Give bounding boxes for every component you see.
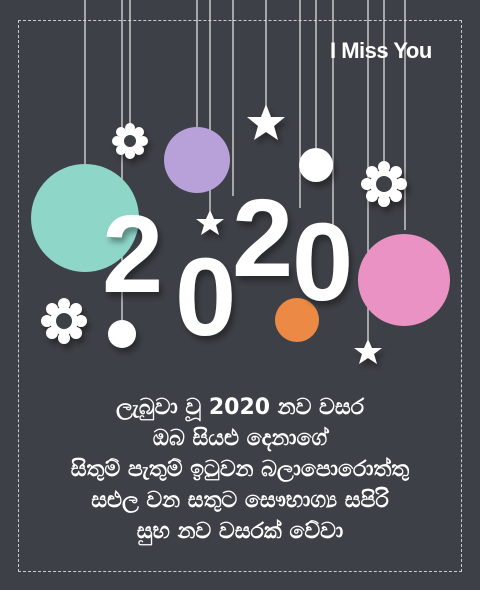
year-digit: 2 [232, 177, 294, 300]
year-digit: 2 [102, 193, 164, 316]
year-digit: 0 [292, 201, 354, 324]
star-icon [354, 339, 382, 364]
flower-ornament [41, 298, 87, 344]
flower-ornament [361, 161, 407, 207]
caption-text: I Miss You [330, 38, 432, 63]
white-ball [299, 148, 333, 182]
greeting-message [30, 392, 450, 547]
greeting-line: ඔබ සියළු දෙනාගේ [152, 426, 328, 451]
greeting-line: සළුල වන සතුට සෞභාග්‍ය සපිරි [91, 488, 389, 513]
greeting-line: ලැබුවා වූ 2020 නව වසර [115, 395, 364, 420]
year-digit: 0 [175, 236, 237, 359]
star-icon [196, 210, 224, 235]
star-icon [247, 104, 285, 140]
white-ball [108, 320, 136, 348]
pink-ball [358, 234, 450, 326]
flower-ornament [112, 123, 148, 159]
greeting-line: සුභ නව වසරක් වේවා [136, 519, 344, 544]
lavender-ball [164, 127, 230, 193]
greeting-line: සිතුම් පැතුම් ඉටුවන බලාපොරොත්තු [70, 457, 410, 482]
